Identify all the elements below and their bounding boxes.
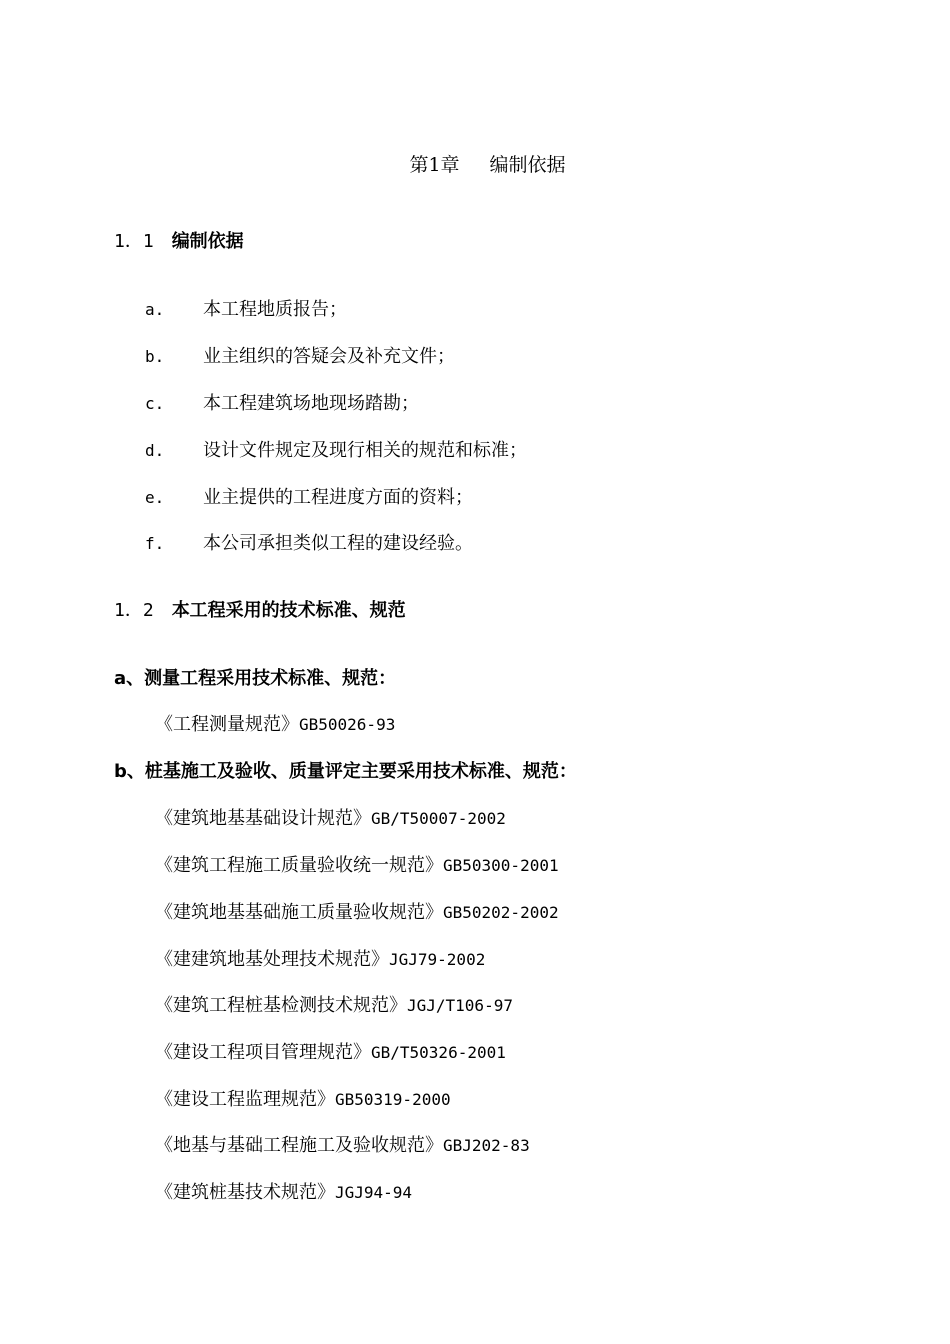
standard-entry [155, 991, 513, 1017]
standard-entry [155, 851, 559, 877]
standard-entry [155, 1038, 506, 1064]
list-item-text: 本工程地质报告； [203, 299, 347, 320]
list-item [145, 342, 455, 368]
standard-entry [155, 710, 395, 736]
section-number: 1．2 [114, 600, 154, 621]
list-item-text: 本公司承担类似工程的建设经验。 [203, 533, 473, 554]
standard-name: 《工程测量规范》 [155, 714, 299, 735]
list-marker: c. [145, 394, 165, 413]
list-item [145, 529, 473, 555]
standard-name: 《建设工程监理规范》 [155, 1089, 335, 1110]
section-title: 编制依据 [171, 231, 244, 252]
standard-code: JGJ/T106-97 [407, 996, 513, 1015]
list-item-text: 业主组织的答疑会及补充文件； [203, 346, 455, 367]
standard-code: JGJ94-94 [335, 1183, 413, 1202]
list-item [145, 483, 473, 509]
chapter-number: 第1章 [409, 154, 460, 176]
list-item-text: 设计文件规定及现行相关的规范和标准； [203, 440, 527, 461]
standard-entry [155, 1178, 412, 1204]
standard-entry [155, 945, 485, 971]
standard-entry [155, 1085, 451, 1111]
standard-code: JGJ79-2002 [389, 950, 486, 969]
section-heading-1-1 [114, 227, 244, 253]
standard-name: 《建筑工程桩基检测技术规范》 [155, 995, 407, 1016]
standard-entry [155, 1131, 530, 1157]
subsection-heading-b: b、桩基施工及验收、质量评定主要采用技术标准、规范： [114, 761, 577, 782]
list-marker: f. [145, 534, 165, 553]
list-marker: b. [145, 347, 165, 366]
chapter-heading [0, 150, 950, 177]
section-title: 本工程采用的技术标准、规范 [171, 600, 406, 621]
standard-name: 《建设工程项目管理规范》 [155, 1042, 371, 1063]
standard-name: 《建筑工程施工质量验收统一规范》 [155, 855, 443, 876]
list-item [145, 436, 527, 462]
standard-name: 《建建筑地基处理技术规范》 [155, 949, 389, 970]
standard-entry [155, 804, 506, 830]
chapter-title: 编制依据 [489, 154, 566, 176]
standard-name: 《建筑地基基础设计规范》 [155, 808, 371, 829]
list-item [145, 389, 419, 415]
standard-name: 《地基与基础工程施工及验收规范》 [155, 1135, 443, 1156]
list-marker: e. [145, 488, 165, 507]
standard-name: 《建筑地基基础施工质量验收规范》 [155, 902, 443, 923]
section-heading-1-2 [114, 596, 406, 622]
list-marker: a. [145, 300, 165, 319]
standard-name: 《建筑桩基技术规范》 [155, 1182, 335, 1203]
standard-code: GB50202-2002 [443, 903, 559, 922]
standard-code: GB50319-2000 [335, 1090, 451, 1109]
standard-code: GB/T50326-2001 [371, 1043, 506, 1062]
section-number: 1．1 [114, 231, 154, 252]
standard-code: GB50026-93 [299, 715, 396, 734]
standard-code: GBJ202-83 [443, 1136, 530, 1155]
standard-code: GB50300-2001 [443, 856, 559, 875]
list-item-text: 本工程建筑场地现场踏勘； [203, 393, 419, 414]
standard-entry [155, 898, 559, 924]
list-marker: d. [145, 441, 165, 460]
list-item-text: 业主提供的工程进度方面的资料； [203, 487, 473, 508]
list-item [145, 295, 347, 321]
subsection-heading-a: a、测量工程采用技术标准、规范： [114, 668, 397, 689]
standard-code: GB/T50007-2002 [371, 809, 506, 828]
